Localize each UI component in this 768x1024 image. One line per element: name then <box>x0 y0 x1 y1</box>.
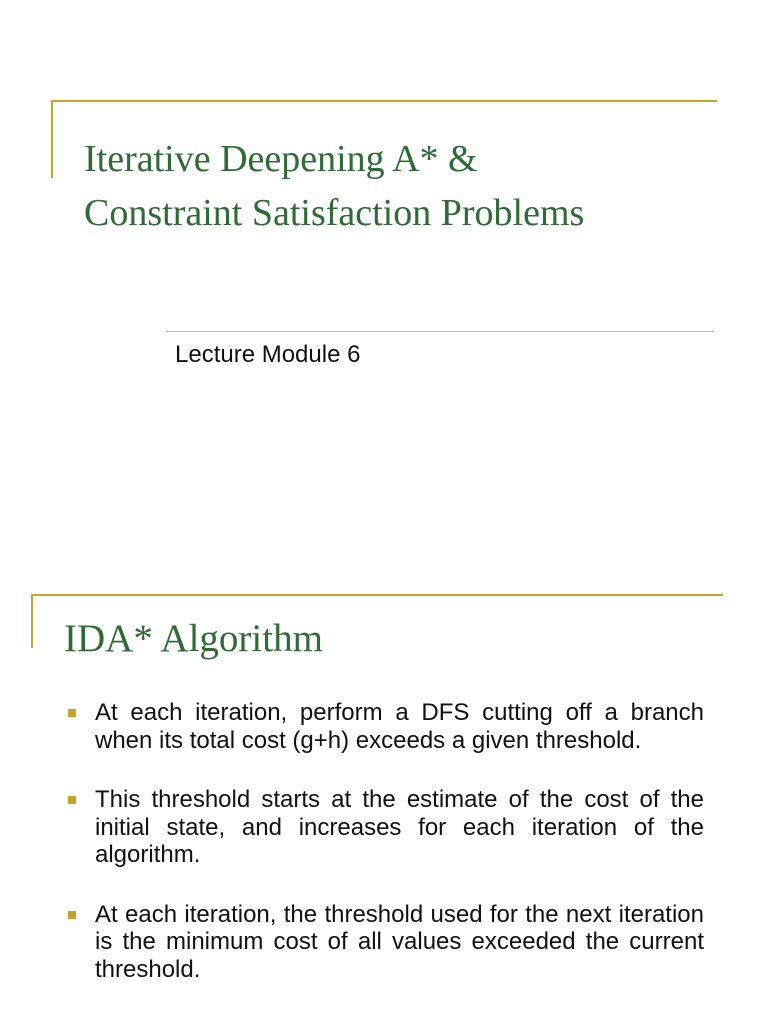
slide-heading: IDA* Algorithm <box>64 617 323 660</box>
bullet-text: At each iteration, the threshold used for the next iteration is the minimum cost of all values exceeded the current threshold. <box>95 900 704 983</box>
slide-subtitle: Lecture Module 6 <box>175 341 361 368</box>
bullet-item <box>64 786 704 869</box>
subtitle-rule <box>166 331 714 332</box>
ida-star-slide <box>0 576 768 1024</box>
square-bullet-icon <box>68 709 76 717</box>
bullet-text: At each iteration, perform a DFS cutting off a branch when its total cost (g+h) exceeds a given threshold. <box>95 699 704 754</box>
slide-title-line-2: Constraint Satisfaction Problems <box>84 192 585 234</box>
slide-title-line-1: Iterative Deepening A* & <box>84 138 478 180</box>
square-bullet-icon <box>68 796 76 804</box>
bullet-list <box>64 699 704 1015</box>
title-left-rule <box>51 100 53 178</box>
bullet-text: This threshold starts at the estimate of the cost of the initial state, and increases for each iteration of the algorithm. <box>95 786 704 868</box>
slide-title <box>84 132 584 240</box>
heading-left-rule <box>31 594 33 648</box>
title-top-rule <box>51 100 717 102</box>
heading-top-rule <box>31 594 723 596</box>
square-bullet-icon <box>68 911 76 919</box>
bullet-item <box>64 901 704 984</box>
bullet-item <box>64 699 704 754</box>
